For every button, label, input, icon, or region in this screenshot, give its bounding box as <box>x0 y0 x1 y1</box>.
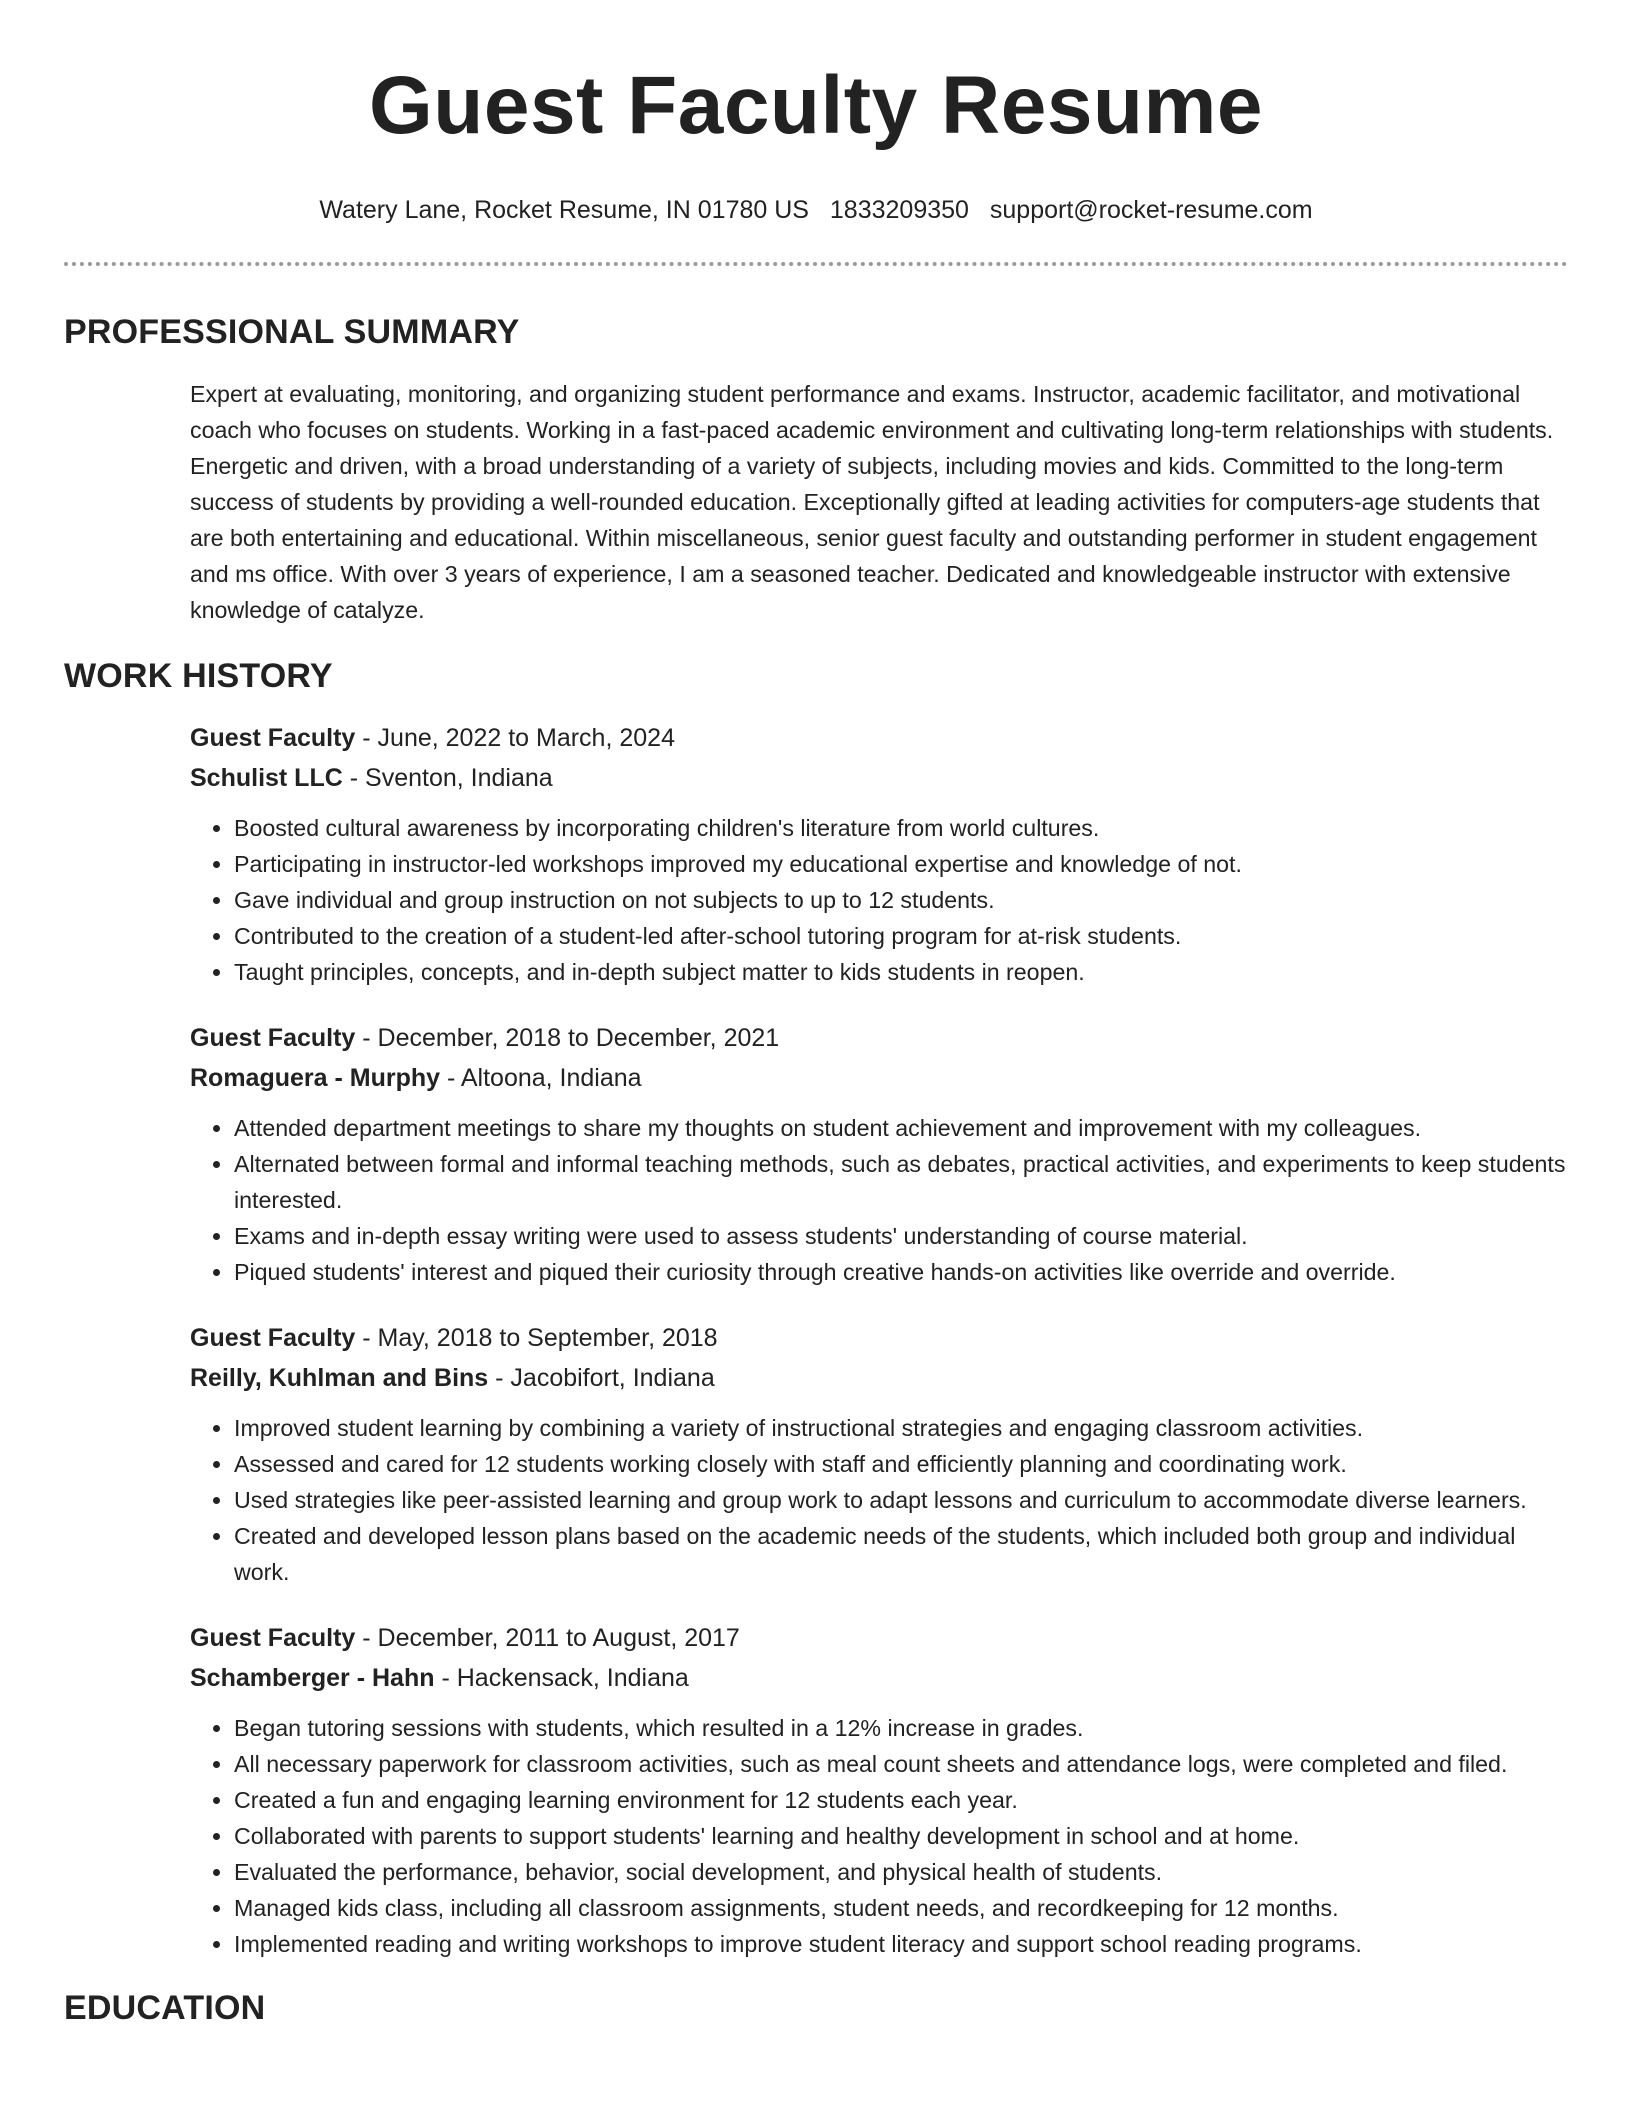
work-history-heading: WORK HISTORY <box>64 657 333 695</box>
job-entry <box>190 1018 1568 1290</box>
job-location: - Hackensack, Indiana <box>434 1664 689 1692</box>
job-title: Guest Faculty <box>190 1024 356 1052</box>
job-entry <box>190 1618 1568 1962</box>
job-bullet: • Exams and in-depth essay writing were used to assess students' understanding of course material. <box>234 1218 1568 1254</box>
job-company-line <box>190 1058 1568 1098</box>
job-dates: - May, 2018 to September, 2018 <box>355 1324 718 1352</box>
job-bullet: • Used strategies like peer-assisted learning and group work to adapt lessons and curriculum to accommodate diverse learners. <box>234 1482 1568 1518</box>
job-title: Guest Faculty <box>190 1624 356 1652</box>
job-bullet: • Alternated between formal and informal teaching methods, such as debates, practical activities, and experiments to keep students interested. <box>234 1146 1568 1218</box>
contact-line <box>64 194 1568 226</box>
resume-title: Guest Faculty Resume <box>368 60 1264 151</box>
job-bullet: • Began tutoring sessions with students, which resulted in a 12% increase in grades. <box>234 1710 1568 1746</box>
job-location: - Sventon, Indiana <box>342 764 553 792</box>
job-bullet: • Boosted cultural awareness by incorporating children's literature from world cultures. <box>234 810 1568 846</box>
resume-page <box>64 0 1568 2030</box>
job-bullet: • Attended department meetings to share my thoughts on student achievement and improvement with my colleagues. <box>234 1110 1568 1146</box>
job-company-line <box>190 1358 1568 1398</box>
job-bullet: • Piqued students' interest and piqued their curiosity through creative hands-on activities like override and override. <box>234 1254 1568 1290</box>
job-company-line <box>190 1658 1568 1698</box>
job-company: Schamberger - Hahn <box>190 1664 435 1692</box>
job-bullet: • Collaborated with parents to support students' learning and healthy development in school and at home. <box>234 1818 1568 1854</box>
job-company: Reilly, Kuhlman and Bins <box>190 1364 489 1392</box>
job-title: Guest Faculty <box>190 724 356 752</box>
summary-heading: PROFESSIONAL SUMMARY <box>64 313 520 351</box>
job-location: - Altoona, Indiana <box>440 1064 642 1092</box>
job-company: Schulist LLC <box>190 764 343 792</box>
job-bullet: • Taught principles, concepts, and in-depth subject matter to kids students in reopen. <box>234 954 1568 990</box>
header-divider <box>64 262 1568 266</box>
job-bullet: • All necessary paperwork for classroom activities, such as meal count sheets and attendance logs, were completed and filed. <box>234 1746 1568 1782</box>
job-location: - Jacobifort, Indiana <box>488 1364 715 1392</box>
job-title-line <box>190 1018 1568 1058</box>
job-bullets <box>190 810 1568 990</box>
summary-text: Expert at evaluating, monitoring, and organizing student performance and exams. Instructor, academic facilitator, and motivational coach who focuses on students. Working in a fast-paced academic environment and cultivating long-term relationships with students. Energetic and driven, with a broad understanding of a variety of subjects, including movies and kids. Committed to the long-term success of students by providing a well-rounded education. Exceptionally gifted at leading activities for computers-age students that are both entertaining and educational. Within miscellaneous, senior guest faculty and outstanding performer in student engagement and ms office. With over 3 years of experience, I am a seasoned teacher. Dedicated and knowledgeable instructor with extensive knowledge of catalyze. <box>190 381 1554 623</box>
job-bullet: • Evaluated the performance, behavior, social development, and physical health of students. <box>234 1854 1568 1890</box>
job-bullet: • Implemented reading and writing workshops to improve student literacy and support school reading programs. <box>234 1926 1568 1962</box>
job-bullets <box>190 1110 1568 1290</box>
job-title-line <box>190 1618 1568 1658</box>
job-dates: - December, 2018 to December, 2021 <box>355 1024 780 1052</box>
job-bullet: • Gave individual and group instruction on not subjects to up to 12 students. <box>234 882 1568 918</box>
job-title: Guest Faculty <box>190 1324 356 1352</box>
job-title-line <box>190 718 1568 758</box>
job-bullet: • Assessed and cared for 12 students working closely with staff and efficiently planning and coordinating work. <box>234 1446 1568 1482</box>
job-bullet: • Improved student learning by combining a variety of instructional strategies and engaging classroom activities. <box>234 1410 1568 1446</box>
job-company: Romaguera - Murphy <box>190 1064 441 1092</box>
job-entry <box>190 718 1568 990</box>
job-bullet: • Created a fun and engaging learning environment for 12 students each year. <box>234 1782 1568 1818</box>
job-dates: - December, 2011 to August, 2017 <box>355 1624 740 1652</box>
job-bullet: • Managed kids class, including all classroom assignments, student needs, and recordkeeping for 12 months. <box>234 1890 1568 1926</box>
job-bullet: • Contributed to the creation of a student-led after-school tutoring program for at-risk students. <box>234 918 1568 954</box>
job-dates: - June, 2022 to March, 2024 <box>355 724 675 752</box>
contact-phone: 1833209350 <box>829 196 969 224</box>
education-heading: EDUCATION <box>64 1989 266 2027</box>
job-company-line <box>190 758 1568 798</box>
job-entry <box>190 1318 1568 1590</box>
job-bullets <box>190 1710 1568 1962</box>
job-title-line <box>190 1318 1568 1358</box>
job-bullet: • Created and developed lesson plans based on the academic needs of the students, which included both group and individual work. <box>234 1518 1568 1590</box>
contact-email: support@rocket-resume.com <box>989 196 1313 224</box>
job-bullet: • Participating in instructor-led workshops improved my educational expertise and knowledge of not. <box>234 846 1568 882</box>
contact-address: Watery Lane, Rocket Resume, IN 01780 US <box>319 196 809 224</box>
job-bullets <box>190 1410 1568 1590</box>
